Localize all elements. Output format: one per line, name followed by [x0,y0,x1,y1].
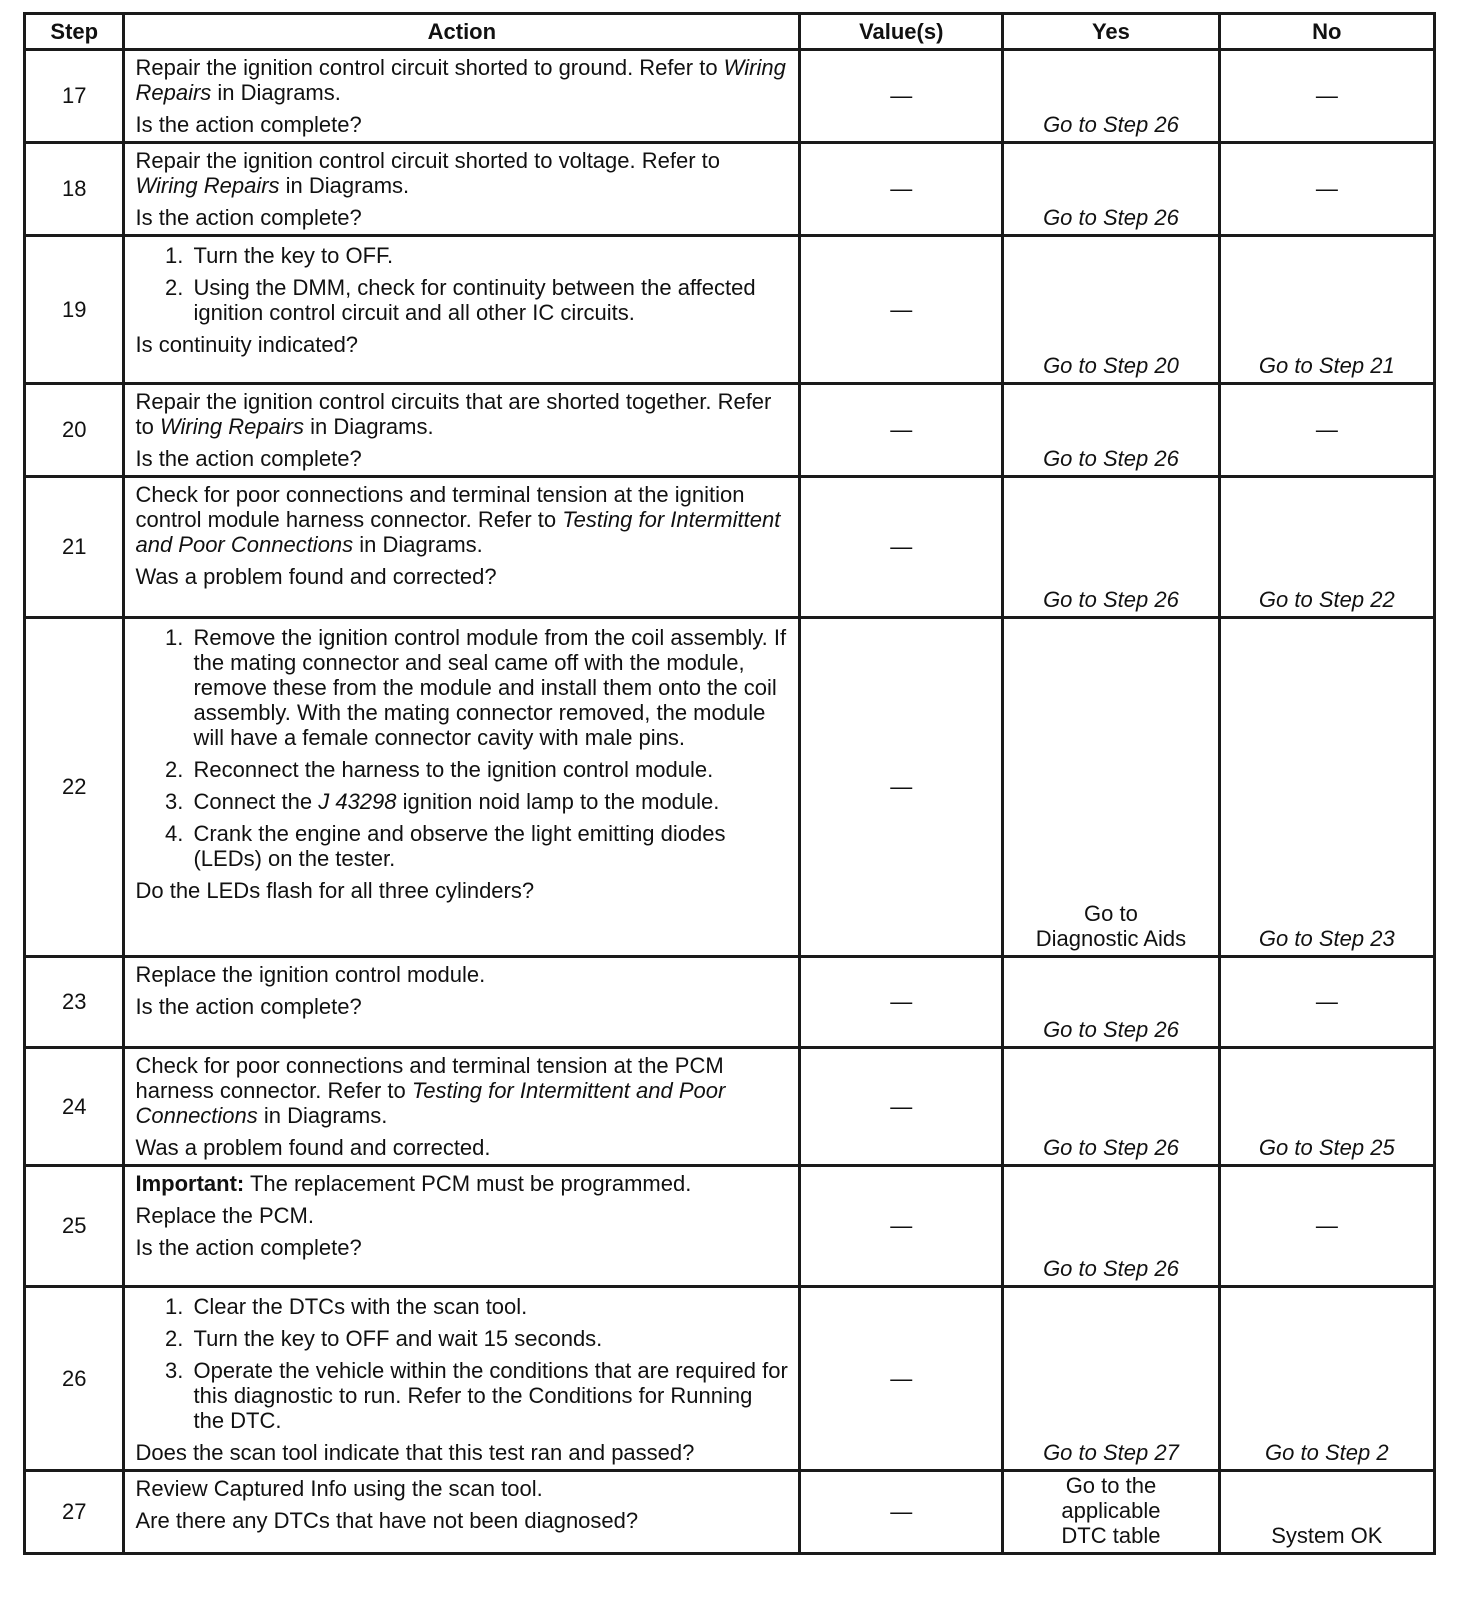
yes-cell: Go to Step 26 [1003,384,1219,477]
value-cell: — [800,236,1003,384]
step-number: 19 [25,236,124,384]
header-action: Action [124,14,800,50]
action-cell [124,1287,800,1471]
step-number: 24 [25,1048,124,1166]
action-question: Is the action complete? [135,1235,362,1260]
step-number: 27 [25,1471,124,1554]
action-cell [124,384,800,477]
action-cell [124,50,800,143]
diagnostic-table [23,12,1436,1555]
important-label: Important: [135,1171,245,1196]
action-question: Is the action complete? [135,994,362,1019]
action-steps [135,625,788,871]
step-number: 20 [25,384,124,477]
value-cell: — [800,143,1003,236]
action-question: Does the scan tool indicate that this test ran and passed? [135,1440,695,1465]
yes-cell [1003,618,1219,957]
action-steps [135,1294,788,1433]
table-row [25,50,1435,143]
header-row [25,14,1435,50]
step-number: 26 [25,1287,124,1471]
no-cell: — [1219,957,1434,1048]
yes-cell: Go to Step 26 [1003,1166,1219,1287]
action-question: Do the LEDs flash for all three cylinders? [135,878,535,903]
yes-cell: Go to Step 26 [1003,50,1219,143]
action-question: Are there any DTCs that have not been diagnosed? [135,1508,639,1533]
header-values: Value(s) [800,14,1003,50]
header-no: No [1219,14,1434,50]
action-text: Repair the ignition control circuit shorted to voltage. Refer to [135,148,720,173]
step-number: 18 [25,143,124,236]
action-text: Check for poor connections and terminal tension at the ignition control module harness connector. Refer to [135,482,745,532]
no-cell: Go to Step 25 [1219,1048,1434,1166]
action-text: Check for poor connections and terminal tension at the PCM harness connector. Refer to [135,1053,724,1103]
action-text: ignition noid lamp to the module. [396,789,720,814]
action-cell [124,1048,800,1166]
table-row [25,477,1435,618]
table-row [25,1048,1435,1166]
step-number: 21 [25,477,124,618]
reference-link: Wiring Repairs [159,414,305,439]
header-step: Step [25,14,124,50]
action-text: Replace the ignition control module. [135,962,486,987]
action-question: Is the action complete? [135,205,362,230]
action-steps [135,243,788,325]
yes-cell: Go to Step 20 [1003,236,1219,384]
no-cell: System OK [1219,1471,1434,1554]
table-row [25,957,1435,1048]
yes-cell: Go to Step 26 [1003,143,1219,236]
value-cell: — [800,1166,1003,1287]
list-item: 1. Turn the key to OFF. [189,243,788,268]
reference-link: Wiring Repairs [135,55,786,105]
no-cell: Go to Step 21 [1219,236,1434,384]
list-item [189,789,788,814]
action-text: Replace the PCM. [135,1203,314,1228]
list-item: 3. Operate the vehicle within the conditions that are required for this diagnostic to run. Refer to the Conditions for Running the DTC. [189,1358,788,1433]
step-number: 22 [25,618,124,957]
action-text: Connect the [193,789,319,814]
list-item: 1. Remove the ignition control module from the coil assembly. If the mating connector and seal came off with the module, remove these from the module and install them onto the coil assembly. With the mating connector removed, the module will have a female connector cavity with male pins. [189,625,788,750]
value-cell: — [800,477,1003,618]
action-question: Was a problem found and corrected? [135,564,497,589]
no-cell: — [1219,50,1434,143]
action-question: Was a problem found and corrected. [135,1135,491,1160]
yes-cell [1003,1471,1219,1554]
no-cell: Go to Step 2 [1219,1287,1434,1471]
action-text: Repair the ignition control circuit shorted to ground. Refer to [135,55,724,80]
yes-cell: Go to Step 26 [1003,957,1219,1048]
reference-link: Wiring Repairs [135,173,280,198]
value-cell: — [800,384,1003,477]
header-yes: Yes [1003,14,1219,50]
value-cell: — [800,1471,1003,1554]
value-cell: — [800,618,1003,957]
action-text: Repair the ignition control circuits that are shorted together. Refer to [135,389,772,439]
value-cell: — [800,1048,1003,1166]
step-number: 17 [25,50,124,143]
no-cell: Go to Step 22 [1219,477,1434,618]
action-question: Is continuity indicated? [135,332,359,357]
action-cell [124,236,800,384]
reference-link: Testing for Intermittent and Poor Connections [135,1078,726,1128]
value-cell: — [800,1287,1003,1471]
no-cell: Go to Step 23 [1219,618,1434,957]
reference-link: Testing for Intermittent and Poor Connections [135,507,781,557]
list-item: 1. Clear the DTCs with the scan tool. [189,1294,788,1319]
action-cell [124,957,800,1048]
action-text: in Diagrams. [353,532,483,557]
action-text: Review Captured Info using the scan tool. [135,1476,543,1501]
action-cell [124,1471,800,1554]
step-number: 23 [25,957,124,1048]
no-cell: — [1219,1166,1434,1287]
yes-cell: Go to Step 27 [1003,1287,1219,1471]
yes-line: Go to the [1065,1473,1157,1498]
action-text: in Diagrams. [211,80,341,105]
action-text: in Diagrams. [257,1103,388,1128]
table-row [25,1471,1435,1554]
no-cell: — [1219,143,1434,236]
table-row [25,1166,1435,1287]
action-cell [124,143,800,236]
yes-line: Go to [1084,901,1138,926]
action-question: Is the action complete? [135,112,362,137]
table-row [25,384,1435,477]
yes-cell: Go to Step 26 [1003,1048,1219,1166]
action-text: in Diagrams. [304,414,434,439]
no-cell: — [1219,384,1434,477]
action-cell [124,477,800,618]
yes-line: DTC table [1061,1523,1161,1548]
tool-reference: J 43298 [318,789,397,814]
table-row [25,1287,1435,1471]
list-item: 2. Reconnect the harness to the ignition control module. [189,757,788,782]
table-row [25,143,1435,236]
step-number: 25 [25,1166,124,1287]
table-row [25,618,1435,957]
yes-line: applicable [1061,1498,1161,1523]
list-item: 4. Crank the engine and observe the light emitting diodes (LEDs) on the tester. [189,821,788,871]
action-cell [124,618,800,957]
value-cell: — [800,957,1003,1048]
list-item: 2. Turn the key to OFF and wait 15 seconds. [189,1326,788,1351]
action-cell [124,1166,800,1287]
action-question: Is the action complete? [135,446,362,471]
action-text: in Diagrams. [279,173,410,198]
yes-cell: Go to Step 26 [1003,477,1219,618]
table-row [25,236,1435,384]
yes-line: Diagnostic Aids [1035,926,1187,951]
list-item: 2. Using the DMM, check for continuity between the affected ignition control circuit and all other IC circuits. [189,275,788,325]
action-text: The replacement PCM must be programmed. [244,1171,692,1196]
value-cell: — [800,50,1003,143]
